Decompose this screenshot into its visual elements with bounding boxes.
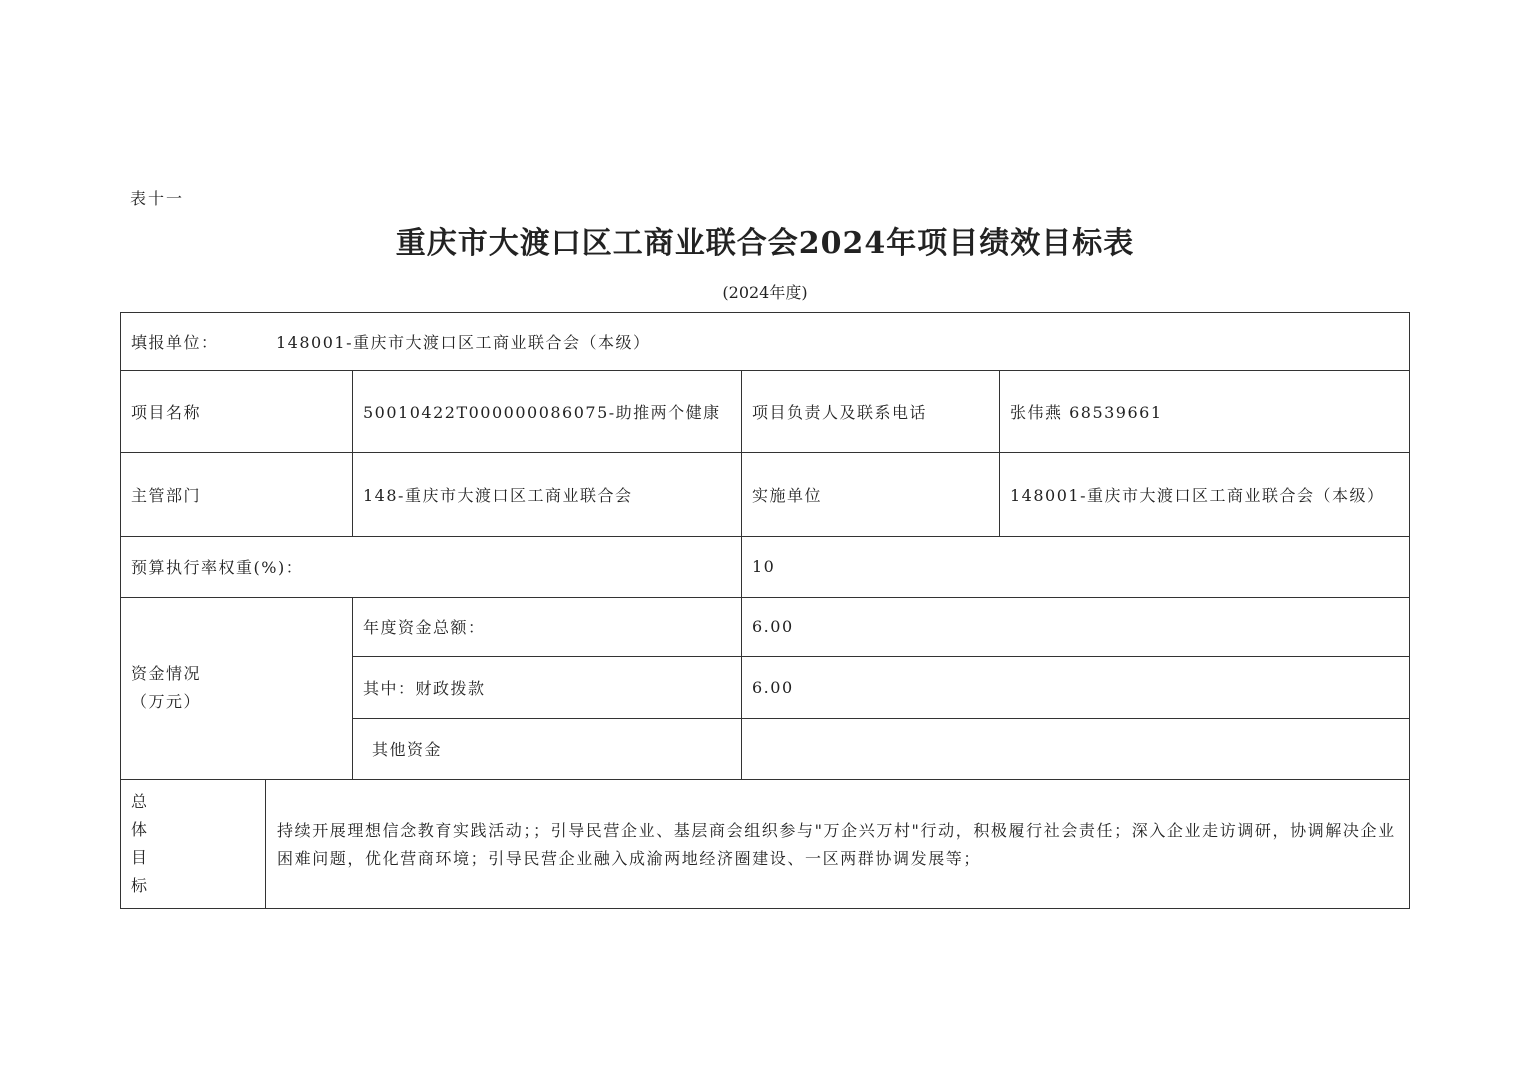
goal-label-char: 总 (131, 791, 149, 811)
overall-goal-text: 持续开展理想信念教育实践活动；；引导民营企业、基层商会组织参与"万企兴万村"行动，积极履行社会责任；深入企业走访调研，协调解决企业困难问题，优化营商环境；引导民营企业融入成渝两地经济圈建设、一区两群协调发展等； (277, 821, 1396, 868)
goal-label-char: 目 (131, 847, 149, 867)
funds-label-line2: （万元） (131, 692, 202, 711)
table-border-right (1409, 312, 1410, 909)
table-border-bottom (120, 908, 1410, 909)
other-funds-value (741, 718, 1409, 779)
goal-label-char: 体 (131, 819, 149, 839)
reporting-unit-value: 148001-重庆市大渡口区工商业联合会（本级） (276, 332, 651, 352)
annual-total-label: 年度资金总额： (363, 618, 486, 637)
funds-label (120, 597, 352, 779)
implementing-unit-label: 实施单位 (752, 485, 823, 505)
fiscal-allocation-value: 6.00 (752, 677, 794, 697)
funds-label-line1: 资金情况 (131, 664, 202, 683)
department-label: 主管部门 (131, 485, 202, 505)
page-subtitle: (2024年度) (722, 283, 808, 302)
contact-value: 张伟燕 68539661 (1010, 402, 1163, 422)
department-value: 148-重庆市大渡口区工商业联合会 (363, 485, 633, 505)
implementing-unit-value: 148001-重庆市大渡口区工商业联合会（本级） (1010, 485, 1385, 505)
reporting-unit-label: 填报单位： (131, 332, 219, 352)
budget-weight-label: 预算执行率权重(%)： (131, 558, 304, 577)
annual-total-value: 6.00 (752, 617, 794, 636)
contact-label: 项目负责人及联系电话 (752, 402, 928, 422)
page-title: 重庆市大渡口区工商业联合会2024年项目绩效目标表 (395, 226, 1135, 261)
goal-label-char: 标 (131, 875, 149, 895)
overall-goal-label (120, 779, 265, 908)
table-number-label: 表十一 (130, 189, 185, 208)
performance-target-table (120, 312, 1410, 909)
project-name-value: 50010422T000000086075-助推两个健康 (363, 402, 721, 422)
project-name-label: 项目名称 (131, 402, 202, 422)
other-funds-label: 其他资金 (372, 740, 443, 759)
fiscal-allocation-label: 其中：财政拨款 (363, 678, 486, 698)
budget-weight-value: 10 (752, 557, 776, 576)
